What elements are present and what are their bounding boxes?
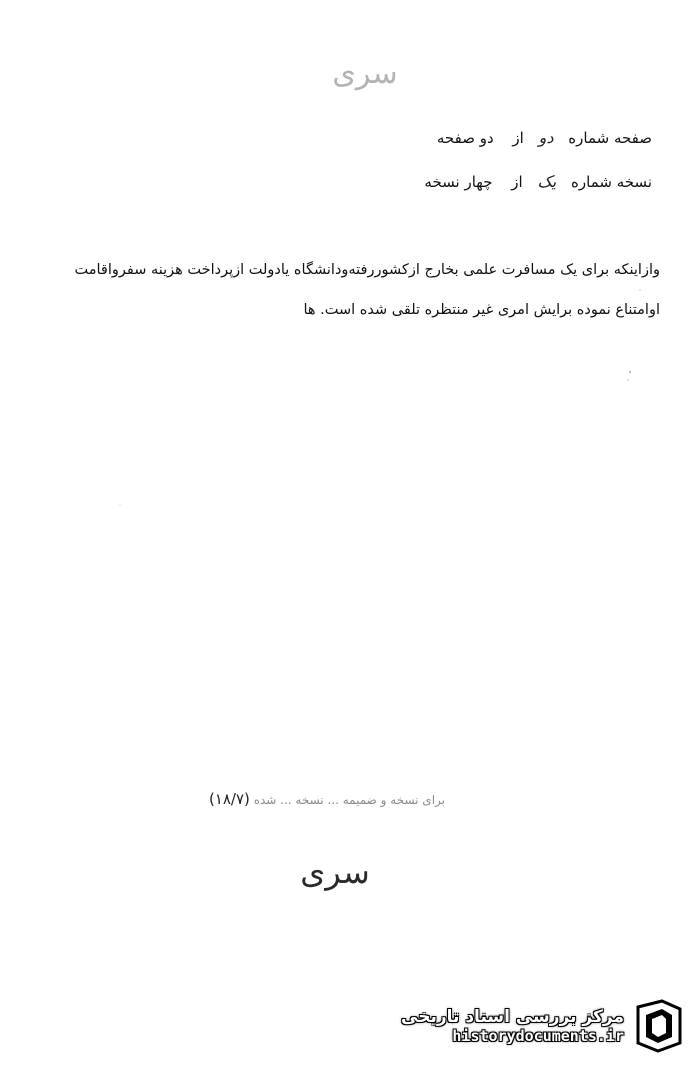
watermark-url: historydocuments.ir [452,1027,624,1045]
archive-watermark [401,994,686,1058]
copy-number-line [424,172,652,191]
footnote-faded-text: برای نسخه و ضمیمه ... نسخه ... شده [253,793,445,807]
page-label: صفحه شماره [568,129,652,147]
body-paragraph-line: اوامتناع نموده برایش امری غیر منتظره تلقی شده است. ها [303,302,660,318]
copy-of: از [511,173,523,191]
footnote-number: (۱۸/۷) [208,790,250,808]
faded-footnote [175,786,445,812]
page-number-handwritten: دو [538,128,554,147]
watermark-persian: مرکز بررسی اسناد تاریخی [401,1007,624,1027]
body-text [40,250,660,330]
classification-stamp-top: سری [332,56,398,91]
classification-stamp-bottom: سری [300,853,370,891]
copy-number-handwritten: یک [537,172,557,191]
copy-label: نسخه شماره [571,173,652,191]
page-of: از [512,129,524,147]
archive-logo-icon [632,997,686,1055]
page-number-line [437,128,652,147]
copy-total: چهار نسخه [424,173,493,191]
page-total: دو صفحه [436,129,494,147]
body-paragraph-line: وازاینکه برای یک مسافرت علمی بخارج ازکشوررفته‌ودانشگاه یادولت ازپرداخت هزینه سفرواقامت [74,262,660,278]
